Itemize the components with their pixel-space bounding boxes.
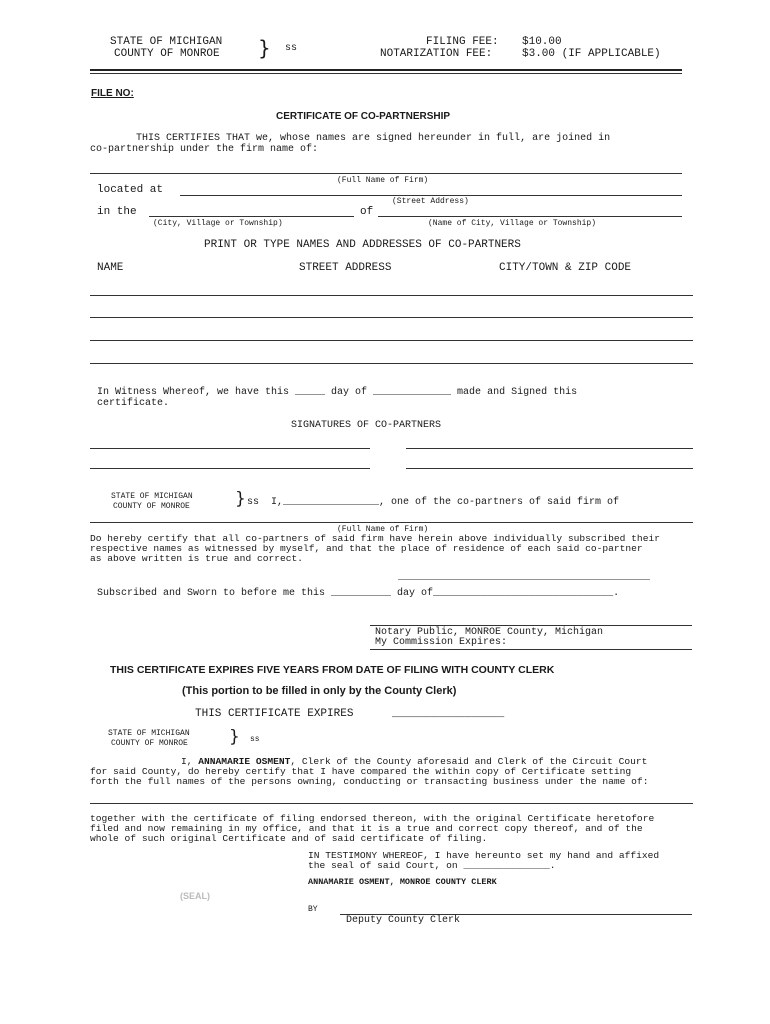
- city-line: [149, 216, 354, 217]
- street-address-caption: (Street Address): [392, 197, 469, 206]
- header-rule-1: [90, 69, 682, 71]
- clerk-line-1-prefix: I,: [181, 756, 199, 767]
- signature-line: [406, 448, 693, 449]
- intro-line-2: co-partnership under the firm name of:: [90, 144, 319, 155]
- oath-firm-line: [90, 522, 693, 523]
- name-city-line: [378, 216, 682, 217]
- clerk-signature-name: ANNAMARIE OSMENT, MONROE COUNTY CLERK: [308, 877, 497, 887]
- clerk-ss: ss: [250, 735, 260, 744]
- oath-brace: }: [235, 489, 246, 509]
- by-label: BY: [308, 905, 318, 914]
- oath-certify-3: as above written is true and correct.: [90, 553, 304, 564]
- notarization-fee-value: $3.00 (IF APPLICABLE): [522, 48, 661, 60]
- sworn-line: Subscribed and Sworn to before me this __________ day of______________________________.: [97, 588, 620, 599]
- notary-line-1: Notary Public, MONROE County, Michigan: [375, 627, 604, 638]
- signatures-heading: SIGNATURES OF CO-PARTNERS: [291, 420, 442, 431]
- clerk-line-1-rest: , Clerk of the County aforesaid and Clerk of the Circuit Court: [290, 756, 648, 767]
- expires-label: THIS CERTIFICATE EXPIRES: [195, 708, 354, 720]
- notary-line: [370, 625, 692, 626]
- testimony-2: the seal of said Court, on _______________.: [308, 860, 556, 871]
- clerk-firm-line: [90, 803, 693, 804]
- header-county: COUNTY OF MONROE: [114, 48, 220, 60]
- header-brace: }: [258, 36, 271, 60]
- expires-blank: _________________: [392, 708, 505, 720]
- notary-bottom-line: [370, 649, 692, 650]
- signature-line: [406, 468, 693, 469]
- testimony-1: IN TESTIMONY WHEREOF, I have hereunto set my hand and affixed: [308, 850, 660, 861]
- col-city: CITY/TOWN & ZIP CODE: [499, 262, 632, 274]
- clerk-line-2: for said County, do hereby certify that I have compared the within copy of Certificate setting: [90, 766, 632, 777]
- firm-name-caption: (Full Name of Firm): [337, 176, 429, 185]
- oath-statement: ss I,________________, one of the co-partners of said firm of: [247, 497, 620, 508]
- witness-line-2: certificate.: [97, 398, 170, 409]
- partners-heading: PRINT OR TYPE NAMES AND ADDRESSES OF CO-PARTNERS: [204, 239, 521, 251]
- oath-sig-line: __________________________________________: [398, 572, 651, 583]
- city-caption: (City, Village or Township): [153, 219, 283, 228]
- name-city-caption: (Name of City, Village or Township): [428, 219, 597, 228]
- oath-firm-caption: (Full Name of Firm): [337, 525, 429, 534]
- deputy-caption: Deputy County Clerk: [346, 915, 461, 926]
- in-the-label: in the: [97, 206, 137, 218]
- street-address-line: [180, 195, 682, 196]
- signature-line: [90, 468, 370, 469]
- intro-line-1: THIS CERTIFIES THAT we, whose names are signed hereunder in full, are joined in: [136, 133, 611, 144]
- expiry-heading: THIS CERTIFICATE EXPIRES FIVE YEARS FROM DATE OF FILING WITH COUNTY CLERK: [110, 664, 555, 676]
- page-title: CERTIFICATE OF CO-PARTNERSHIP: [276, 111, 451, 122]
- located-at-label: located at: [97, 184, 164, 196]
- partner-line: [90, 317, 693, 318]
- header-ss: ss: [285, 43, 298, 54]
- header-rule-2: [90, 73, 682, 74]
- together-1: together with the certificate of filing endorsed thereon, with the original Certificate heretofore: [90, 813, 655, 824]
- partner-line: [90, 363, 693, 364]
- clerk-name: ANNAMARIE OSMENT: [198, 756, 291, 767]
- witness-line-1: In Witness Whereof, we have this _____ day of _____________ made and Signed this: [97, 387, 578, 398]
- filing-fee-value: $10.00: [522, 36, 562, 48]
- clerk-state: STATE OF MICHIGAN: [108, 729, 190, 738]
- oath-county: COUNTY OF MONROE: [113, 502, 190, 511]
- notary-line-2: My Commission Expires:: [375, 637, 508, 648]
- clerk-line-3: forth the full names of the persons owning, conducting or transacting business under the name of:: [90, 776, 649, 787]
- col-street: STREET ADDRESS: [299, 262, 392, 274]
- seal-stamp: (SEAL): [180, 891, 210, 901]
- signature-line: [90, 448, 370, 449]
- oath-certify-1: Do hereby certify that all co-partners of said firm have herein above individually subscribed their: [90, 533, 660, 544]
- notarization-fee-label: NOTARIZATION FEE:: [380, 48, 493, 60]
- of-label: of: [360, 206, 374, 218]
- file-no-label: FILE NO:: [91, 88, 134, 99]
- together-3: whole of such original Certificate and of said certificate of filing.: [90, 833, 488, 844]
- firm-name-line: [90, 173, 682, 174]
- header-state: STATE OF MICHIGAN: [110, 36, 223, 48]
- partner-line: [90, 295, 693, 296]
- col-name: NAME: [97, 262, 124, 274]
- partner-line: [90, 340, 693, 341]
- clerk-brace: }: [229, 727, 240, 747]
- oath-certify-2: respective names as witnessed by myself, and that the place of residence of each said co-partner: [90, 543, 643, 554]
- clerk-county: COUNTY OF MONROE: [111, 739, 188, 748]
- oath-state: STATE OF MICHIGAN: [111, 492, 193, 501]
- expiry-subheading: (This portion to be filled in only by the County Clerk): [182, 685, 457, 697]
- together-2: filed and now remaining in my office, and that it is a true and correct copy thereof, and of the: [90, 823, 643, 834]
- filing-fee-label: FILING FEE:: [426, 36, 499, 48]
